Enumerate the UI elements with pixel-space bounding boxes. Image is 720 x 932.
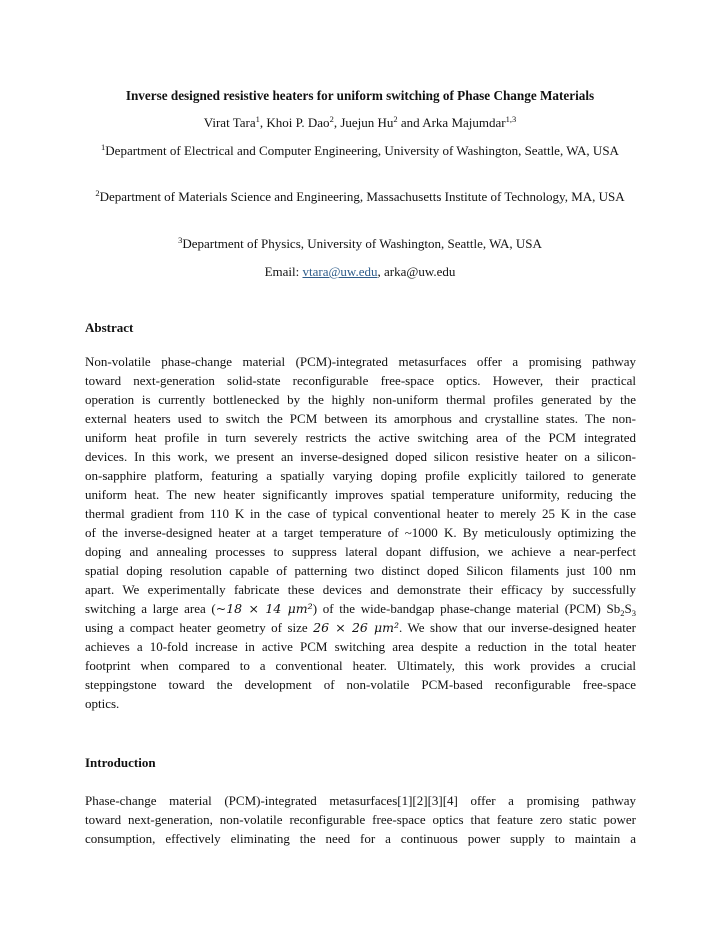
affiliation: $^1$Department of Electrical and Computer Engineering, University of Washington, Seattle, WA, USA (101, 142, 619, 158)
author-list (0, 113, 720, 132)
text-line: toward next-generation solid-state reconfigurable free-space optics. However, their practical (85, 373, 636, 388)
introduction-body (85, 791, 636, 848)
text-line: toward next-generation, non-volatile reconfigurable free-space optics that feature zero static power (85, 812, 636, 827)
text-line: Non-volatile phase-change material (PCM)-integrated metasurfaces offer a promising pathway (85, 354, 636, 369)
text-line: doping and annealing processes to suppress lateral dopant diffusion, we achieve a near-perfect (85, 544, 636, 559)
text-line: optics. (85, 696, 120, 711)
text-line: steppingstone toward the development of non-volatile PCM-based reconfigurable free-space (85, 677, 636, 692)
author: Khoi P. Dao$^2$, (266, 114, 341, 130)
math-expression: 26 × 26 μm² (313, 620, 400, 635)
text-line: on-sapphire platform, featuring a spatially varying doping profile explicitly tailored to generate (85, 468, 636, 483)
text-line: uniform heat profile in turn severely restricts the active switching area of the PCM integrated (85, 430, 636, 445)
text-line: uniform heat. The new heater significantly improves spatial temperature uniformity, reducing the (85, 487, 636, 502)
text-line: consumption, effectively eliminating the need for a continuous power supply to maintain a (85, 831, 636, 846)
text-line: thermal gradient from 110 K in the case of typical conventional heater to merely 25 K in the case (85, 506, 636, 521)
text-line: apart. We experimentally fabricate these devices and demonstrate their efficacy by successfully (85, 582, 636, 597)
affiliation: $^3$Department of Physics, University of Washington, Seattle, WA, USA (178, 235, 542, 251)
abstract-body (85, 352, 636, 713)
abstract-heading: Abstract (85, 320, 134, 335)
author: Virat Tara$^1$, (203, 114, 267, 130)
text-line: switching a large area (~18 × 14 μm²) of the wide-bandgap phase-change material (PCM) $Sb_2S_3$ (85, 601, 636, 618)
text-line: devices. In this work, we present an inverse-designed doped silicon resistive heater on a silicon- (85, 449, 636, 464)
text-line: using a compact heater geometry of size 26 × 26 μm². We show that our inverse-designed heater (85, 620, 636, 635)
email-link[interactable]: vtara@uw.edu (302, 264, 378, 279)
author: Juejun Hu$^2$ and (340, 114, 423, 130)
paper-title: Inverse designed resistive heaters for uniform switching of Phase Change Materials (125, 88, 595, 103)
affiliation: $^2$Department of Materials Science and Engineering, Massachusetts Institute of Technology, MA, USA (95, 188, 625, 204)
text-line: spatial doping resolution capable of patterning two distinct doped Silicon filaments just 100 nm (85, 563, 636, 578)
text-line: footprint when compared to a conventional heater. Ultimately, this work provides a crucial (85, 658, 636, 673)
email-line: Email: vtara@uw.edu, arka@uw.edu (264, 264, 456, 279)
text-line: Phase-change material (PCM)-integrated metasurfaces[1][2][3][4] offer a promising pathway (85, 793, 636, 808)
author: Arka Majumdar$^{1,3}$ (422, 114, 517, 130)
text-line: external heaters used to switch the PCM between its amorphous and crystalline states. The non- (85, 411, 636, 426)
text-line: operation is currently bottlenecked by the highly non-uniform thermal profiles generated by the (85, 392, 636, 407)
math-expression: ~18 × 14 μm² (215, 601, 313, 616)
introduction-heading: Introduction (85, 755, 156, 770)
text-line: achieves a 10-fold increase in active PCM switching area despite a reduction in the total heater (85, 639, 636, 654)
text-line: of the inverse-designed heater at a target temperature of ~1000 K. By meticulously optimizing the (85, 525, 636, 540)
